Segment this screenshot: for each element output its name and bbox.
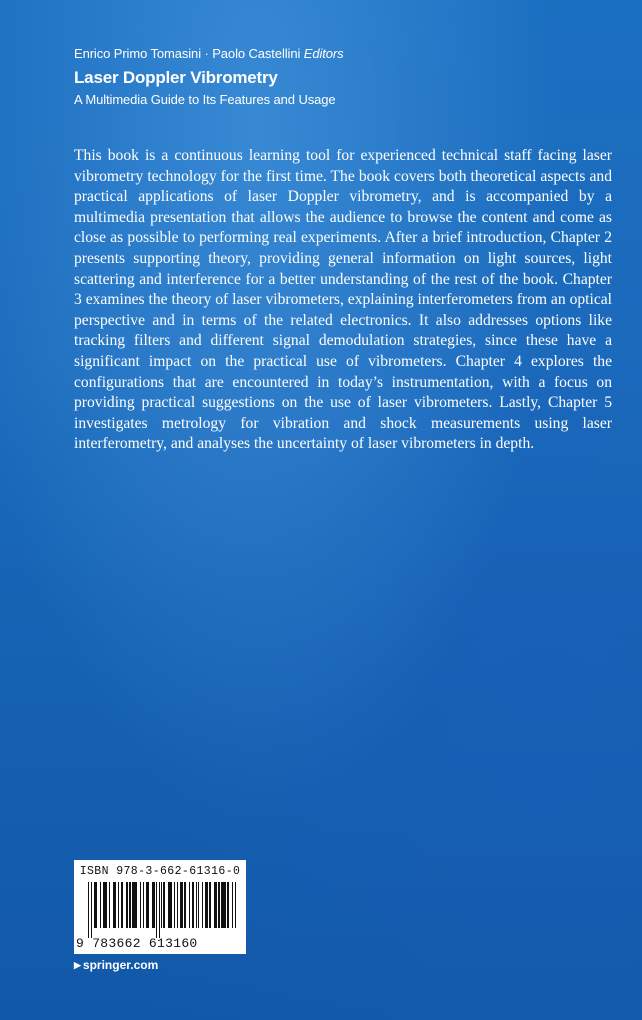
isbn-barcode-box bbox=[74, 860, 246, 954]
barcode-bar bbox=[126, 882, 127, 928]
barcode-bar bbox=[218, 882, 219, 928]
barcode-bar bbox=[140, 882, 141, 928]
barcode-bar bbox=[147, 882, 148, 928]
barcode-bar bbox=[153, 882, 154, 928]
book-subtitle: A Multimedia Guide to Its Features and Usage bbox=[74, 92, 336, 107]
barcode-bar bbox=[198, 882, 199, 928]
publisher-link[interactable] bbox=[74, 958, 158, 972]
cover-header bbox=[74, 46, 594, 108]
barcode-bar bbox=[95, 882, 96, 928]
editors-role: Editors bbox=[303, 46, 344, 61]
barcode-bar bbox=[227, 882, 228, 928]
book-title: Laser Doppler Vibrometry bbox=[74, 68, 278, 87]
barcode-bar bbox=[177, 882, 178, 928]
barcode-bar bbox=[109, 882, 110, 928]
publisher-name: springer.com bbox=[82, 958, 159, 972]
barcode-bar bbox=[184, 882, 185, 928]
barcode-bar bbox=[206, 882, 207, 928]
barcode-bar bbox=[174, 882, 175, 928]
barcode-bar bbox=[100, 882, 101, 928]
barcode-bar bbox=[129, 882, 130, 928]
isbn-label: ISBN 978-3-662-61316-0 bbox=[79, 865, 241, 878]
barcode-bar bbox=[235, 882, 236, 928]
barcode-bar bbox=[181, 882, 182, 928]
barcode-bar bbox=[224, 882, 225, 928]
barcode-bar bbox=[115, 882, 116, 928]
barcode-bar bbox=[202, 882, 203, 928]
barcode-bar bbox=[122, 882, 123, 928]
barcode-bar bbox=[91, 882, 92, 938]
barcode-bar bbox=[209, 882, 210, 928]
barcode-bar bbox=[163, 882, 164, 928]
editors-line bbox=[74, 46, 594, 62]
barcode-bar bbox=[106, 882, 107, 928]
barcode-bar bbox=[232, 882, 233, 928]
book-description: This book is a continuous learning tool for experienced technical staff facing laser vibrometry technology for the first time. The book covers both theoretical aspects and practical applications of laser Doppler vibrometry, and is accompanied by a multimedia presentation that allows the audience to browse the content and come as close as possible to performing real experiments. After a brief introduction, Chapter 2 presents supporting theory, providing general information on light sources, light scattering and interference for a better understanding of the rest of the book. Chapter 3 examines the theory of laser vibrometers, explaining interferometers from an optical perspective and in terms of the related electronics. It also addresses options like tracking filters and different signal demodulation strategies, since these have a significant impact on the practical use of vibrometers. Chapter 4 explores the configurations that are encountered in today’s instrumentation, with a focus on providing practical suggestions on the use of laser vibrometers. Lastly, Chapter 5 investigates metrology for vibration and shock measurements using laser interferometry, and analyses the uncertainty of laser vibrometers in depth. bbox=[74, 147, 612, 453]
barcode-bar bbox=[189, 882, 190, 928]
barcode-bar bbox=[143, 882, 144, 928]
barcode-bar bbox=[161, 882, 162, 928]
barcode-bar bbox=[88, 882, 89, 938]
barcode-bar bbox=[118, 882, 119, 928]
editors-names: Enrico Primo Tomasini · Paolo Castellini bbox=[74, 46, 301, 61]
barcode-bar bbox=[135, 882, 136, 928]
barcode-bar bbox=[193, 882, 194, 928]
triangle-right-icon: ▶ bbox=[74, 960, 81, 970]
barcode-bar bbox=[171, 882, 172, 928]
ean-barcode bbox=[88, 882, 236, 938]
barcode-digits: 9 783662 613160 bbox=[76, 936, 198, 951]
barcode-bar bbox=[156, 882, 157, 938]
barcode-bar bbox=[215, 882, 216, 928]
